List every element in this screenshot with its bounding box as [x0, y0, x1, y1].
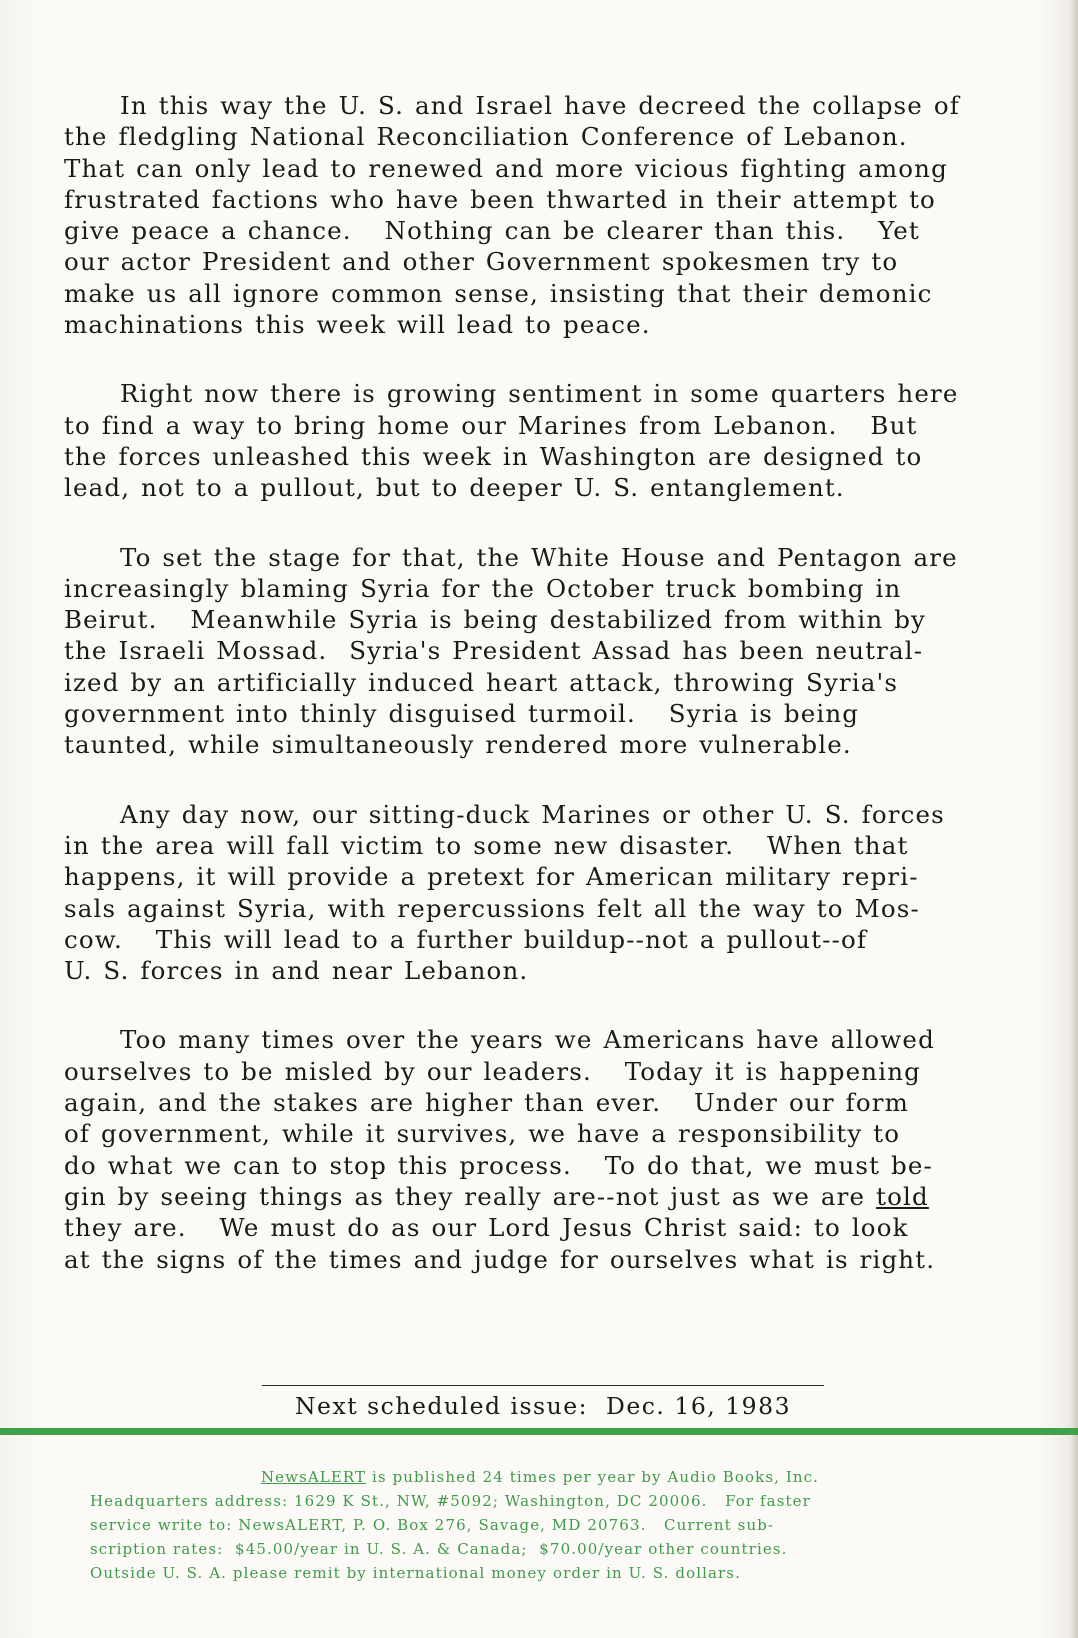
text-line: That can only lead to renewed and more vicious fighting among — [64, 153, 948, 183]
paragraph-3 — [64, 542, 1044, 761]
text-line: taunted, while simultaneously rendered more vulnerable. — [64, 730, 852, 760]
text-line: they are. We must do as our Lord Jesus Christ said: to look — [64, 1213, 909, 1243]
page-edge-shadow — [1070, 0, 1078, 1638]
text-line: machinations this week will lead to peace. — [64, 310, 651, 340]
text-line: the forces unleashed this week in Washington are designed to — [64, 441, 923, 471]
text-line: to find a way to bring home our Marines from Lebanon. But — [64, 410, 918, 440]
text-line: lead, not to a pullout, but to deeper U. S. entanglement. — [64, 473, 845, 503]
footer-line: service write to: NewsALERT, P. O. Box 276, Savage, MD 20763. Current sub- — [90, 1516, 775, 1534]
text-line: again, and the stakes are higher than ever. Under our form — [64, 1088, 909, 1118]
publisher-footer — [90, 1465, 1050, 1585]
article-body — [64, 90, 1044, 1313]
text-line: increasingly blaming Syria for the October truck bombing in — [64, 573, 902, 603]
paragraph-5 — [64, 1024, 1044, 1274]
paragraph-4 — [64, 799, 1044, 987]
text-line: To set the stage for that, the White House and Pentagon are — [120, 542, 958, 572]
footer-line: scription rates: $45.00/year in U. S. A. & Canada; $70.00/year other countries. — [90, 1540, 788, 1558]
emphasized-word: told — [876, 1181, 929, 1211]
text-line: ized by an artificially induced heart attack, throwing Syria's — [64, 667, 899, 697]
footer-line — [90, 1465, 1050, 1489]
text-line: the Israeli Mossad. Syria's President Assad has been neutral- — [64, 636, 924, 666]
text-line-with-emphasis — [64, 1181, 1044, 1212]
text-line: Any day now, our sitting-duck Marines or other U. S. forces — [120, 799, 945, 829]
text-line: make us all ignore common sense, insisting that their demonic — [64, 278, 933, 308]
text-line: our actor President and other Government spokesmen try to — [64, 247, 899, 277]
text-line: the fledgling National Reconciliation Conference of Lebanon. — [64, 122, 908, 152]
text-line: Beirut. Meanwhile Syria is being destabilized from within by — [64, 605, 927, 635]
text-line: frustrated factions who have been thwarted in their attempt to — [64, 184, 936, 214]
footer-line: Outside U. S. A. please remit by international money order in U. S. dollars. — [90, 1564, 741, 1582]
paragraph-1 — [64, 90, 1044, 340]
text-line: U. S. forces in and near Lebanon. — [64, 956, 529, 986]
text-line: at the signs of the times and judge for ourselves what is right. — [64, 1244, 936, 1274]
text-line: sals against Syria, with repercussions felt all the way to Mos- — [64, 893, 920, 923]
text-line: in the area will fall victim to some new disaster. When that — [64, 830, 909, 860]
text-line: give peace a chance. Nothing can be clearer than this. Yet — [64, 216, 920, 246]
text-line: happens, it will provide a pretext for American military repri- — [64, 862, 919, 892]
text-line: do what we can to stop this process. To do that, we must be- — [64, 1150, 933, 1180]
text-line: ourselves to be misled by our leaders. Today it is happening — [64, 1056, 921, 1086]
text-line: government into thinly disguised turmoil. Syria is being — [64, 699, 860, 729]
green-divider — [0, 1428, 1078, 1435]
text-line: Right now there is growing sentiment in some quarters here — [120, 379, 959, 409]
text-line: In this way the U. S. and Israel have decreed the collapse of — [120, 91, 960, 120]
footer-text: is published 24 times per year by Audio Books, Inc. — [366, 1468, 820, 1486]
text-line: cow. This will lead to a further buildup--not a pullout--of — [64, 924, 868, 954]
next-issue-notice: Next scheduled issue: Dec. 16, 1983 — [262, 1385, 824, 1420]
text-segment: gin by seeing things as they really are--not just as we are — [64, 1181, 877, 1211]
text-line: of government, while it survives, we have a responsibility to — [64, 1119, 901, 1149]
footer-line: Headquarters address: 1629 K St., NW, #5092; Washington, DC 20006. For faster — [90, 1492, 811, 1510]
publication-name: NewsALERT — [260, 1468, 367, 1486]
text-line: Too many times over the years we Americans have allowed — [120, 1025, 935, 1055]
paragraph-2 — [64, 378, 1044, 503]
